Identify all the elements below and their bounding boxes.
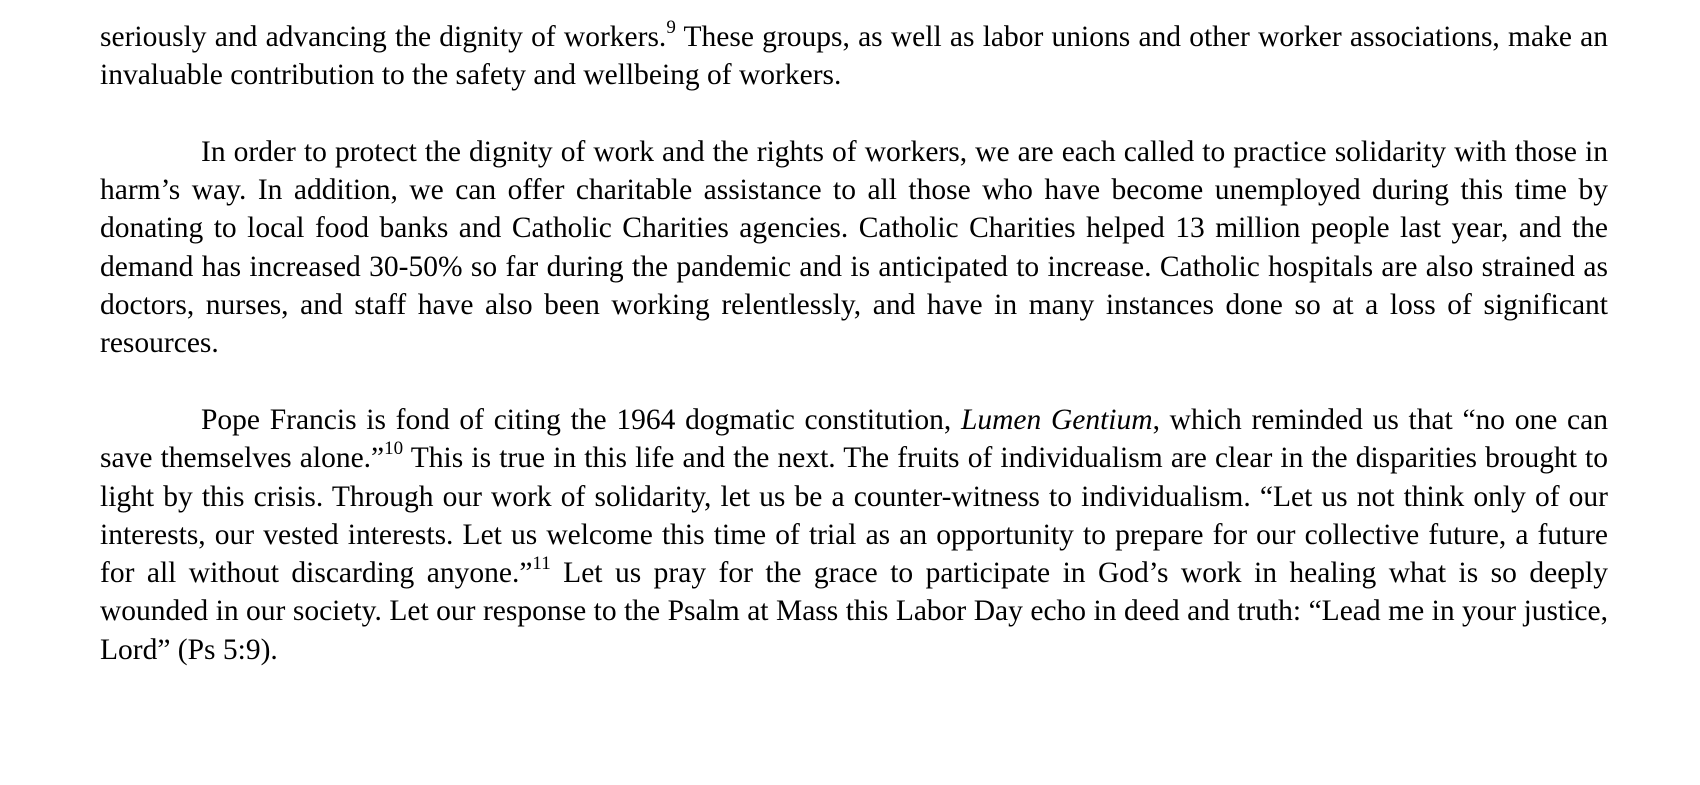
paragraph-3-text-d: Let us pray for the grace to participate in God’s work in healing what is so deeply wounded in our society. Let our response to the Psalm at Mass this Labor Day echo in deed and truth: “Lead me in your justice, Lord” (Ps 5:9).	[100, 557, 1608, 666]
paragraph-3-text-b: , which reminded us that “no one can save themselves alone.”	[100, 403, 1608, 475]
paragraph-1-text-b: These groups, as well as labor unions and other worker associations, make an invaluable contribution to the safety and wellbeing of workers.	[100, 21, 1608, 92]
footnote-marker-11: 11	[532, 553, 551, 575]
document-page	[100, 18, 1608, 669]
paragraph-1-text-a: seriously and advancing the dignity of workers.	[100, 21, 667, 53]
paragraph-2	[100, 133, 1608, 363]
paragraph-1	[100, 18, 1608, 95]
paragraph-3-text-c: This is true in this life and the next. The fruits of individualism are clear in the disparities brought to light by this crisis. Through our work of solidarity, let us be a counter-witness to individualism. “Let us not think only of our interests, our vested interests. Let us welcome this time of trial as an opportunity to prepare for our collective future, a future for all without discarding anyone.”	[100, 442, 1608, 590]
paragraph-3-text-a: Pope Francis is fond of citing the 1964 dogmatic constitution,	[201, 403, 961, 436]
paragraph-2-text: In order to protect the dignity of work and the rights of workers, we are each called to practice solidarity with those in harm’s way. In addition, we can offer charitable assistance to all those who have become unemployed during this time by donating to local food banks and Catholic Charities agencies. Catholic Charities helped 13 million people last year, and the demand has increased 30-50% so far during the pandemic and is anticipated to increase. Catholic hospitals are also strained as doctors, nurses, and staff have also been working relentlessly, and have in many instances done so at a loss of significant resources.	[100, 135, 1608, 360]
footnote-marker-10: 10	[384, 438, 404, 460]
paragraph-3-italic-title: Lumen Gentium	[960, 403, 1153, 436]
footnote-marker-9: 9	[666, 17, 676, 39]
paragraph-3	[100, 401, 1608, 669]
